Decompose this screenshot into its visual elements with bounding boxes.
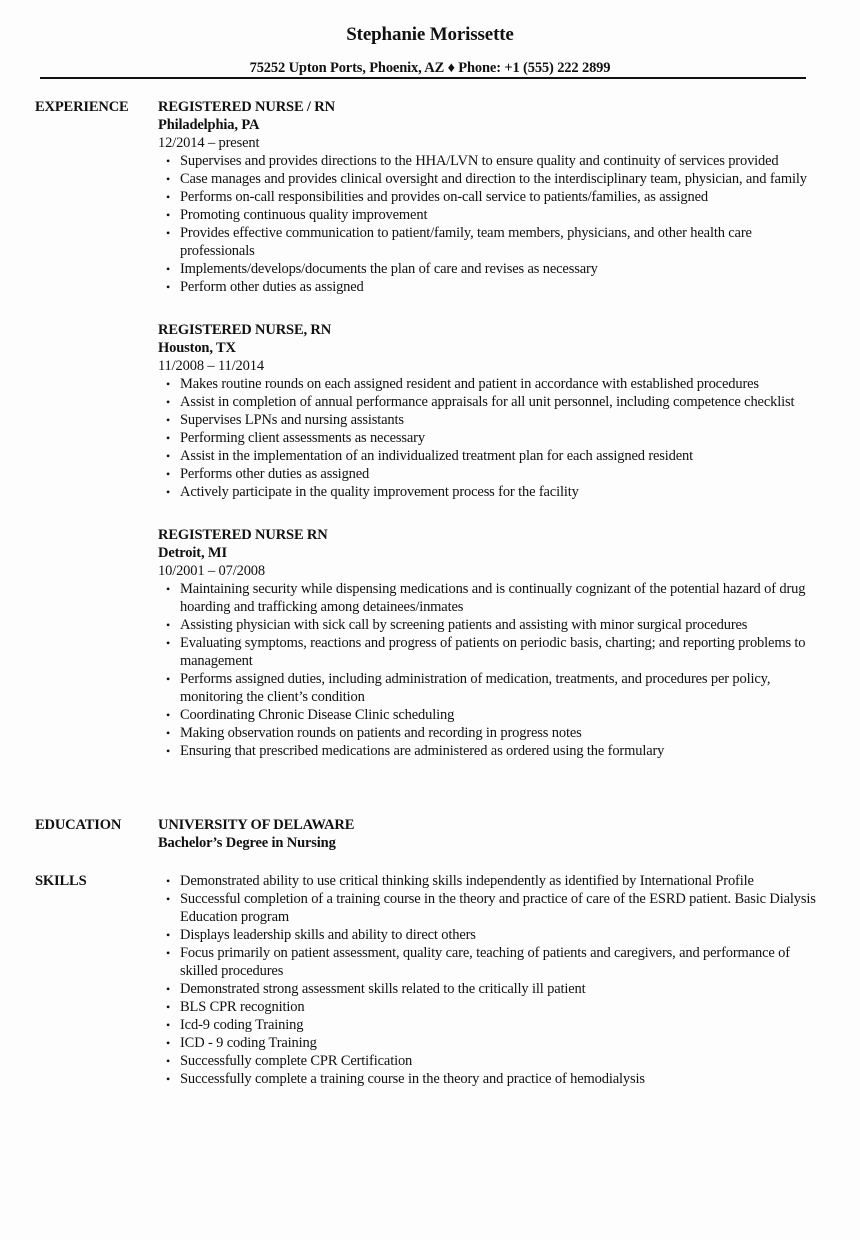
job-bullets (158, 375, 818, 501)
bullet-item: • Assisting physician with sick call by screening patients and assisting with minor surgical procedures (180, 616, 818, 634)
skills-list (158, 872, 818, 1088)
candidate-name: Stephanie Morissette (346, 24, 514, 45)
bullet-item: • Maintaining security while dispensing medications and is continually cognizant of the potential hazard of drug hoarding and trafficking among detainees/inmates (180, 580, 818, 616)
job-dates: 11/2008 – 11/2014 (158, 358, 264, 374)
bullet-item: • Performs on-call responsibilities and provides on-call service to patients/families, as assigned (180, 188, 818, 206)
job-bullets (158, 580, 818, 760)
section-label: SKILLS (35, 873, 87, 889)
skill-item: • ICD - 9 coding Training (180, 1034, 818, 1052)
skill-item: • BLS CPR recognition (180, 998, 818, 1016)
skill-item: • Icd-9 coding Training (180, 1016, 818, 1034)
skill-item: • Displays leadership skills and ability to direct others (180, 926, 818, 944)
school-name: UNIVERSITY OF DELAWARE (158, 817, 355, 833)
job-entry (158, 321, 818, 501)
job-entry (158, 98, 818, 296)
header-divider (40, 77, 806, 79)
bullet-item: • Makes routine rounds on each assigned resident and patient in accordance with established procedures (180, 375, 818, 393)
job-title: REGISTERED NURSE / RN (158, 99, 335, 115)
skill-item: • Successfully complete a training course in the theory and practice of hemodialysis (180, 1070, 818, 1088)
bullet-item: • Supervises and provides directions to the HHA/LVN to ensure quality and continuity of services provided (180, 152, 818, 170)
bullet-item: • Performs other duties as assigned (180, 465, 818, 483)
bullet-item: • Supervises LPNs and nursing assistants (180, 411, 818, 429)
skill-item: • Demonstrated ability to use critical thinking skills independently as identified by International Profile (180, 872, 818, 890)
skill-item: • Demonstrated strong assessment skills related to the critically ill patient (180, 980, 818, 998)
bullet-item: • Actively participate in the quality improvement process for the facility (180, 483, 818, 501)
bullet-item: • Evaluating symptoms, reactions and progress of patients on periodic basis, charting; and reporting problems to management (180, 634, 818, 670)
bullet-item: • Assist in the implementation of an individualized treatment plan for each assigned resident (180, 447, 818, 465)
bullet-item: • Implements/develops/documents the plan of care and revises as necessary (180, 260, 818, 278)
bullet-item: • Performing client assessments as necessary (180, 429, 818, 447)
skill-item: • Successful completion of a training course in the theory and practice of care of the ESRD patient. Basic Dialysis Education program (180, 890, 818, 926)
section-label: EDUCATION (35, 817, 122, 833)
job-entry (158, 526, 818, 760)
job-location: Detroit, MI (158, 545, 227, 561)
experience-list (158, 98, 818, 785)
job-bullets (158, 152, 818, 296)
bullet-item: • Provides effective communication to patient/family, team members, physicians, and other health care professionals (180, 224, 818, 260)
job-location: Houston, TX (158, 340, 236, 356)
bullet-item: • Perform other duties as assigned (180, 278, 818, 296)
job-title: REGISTERED NURSE, RN (158, 322, 332, 338)
skill-item: • Successfully complete CPR Certification (180, 1052, 818, 1070)
bullet-item: • Promoting continuous quality improvement (180, 206, 818, 224)
bullet-item: • Assist in completion of annual performance appraisals for all unit personnel, including competence checklist (180, 393, 818, 411)
bullet-item: • Performs assigned duties, including administration of medication, treatments, and procedures per policy, monitoring the client’s condition (180, 670, 818, 706)
skill-item: • Focus primarily on patient assessment, quality care, teaching of patients and caregivers, and performance of skilled procedures (180, 944, 818, 980)
bullet-item: • Coordinating Chronic Disease Clinic scheduling (180, 706, 818, 724)
bullet-item: • Case manages and provides clinical oversight and direction to the interdisciplinary team, physician, and family (180, 170, 818, 188)
job-dates: 12/2014 – present (158, 135, 260, 151)
bullet-item: • Making observation rounds on patients and recording in progress notes (180, 724, 818, 742)
bullet-item: • Ensuring that prescribed medications are administered as ordered using the formulary (180, 742, 818, 760)
contact-info: 75252 Upton Ports, Phoenix, AZ ♦ Phone: +1 (555) 222 2899 (249, 60, 611, 76)
section-label: EXPERIENCE (35, 99, 129, 115)
job-dates: 10/2001 – 07/2008 (158, 563, 266, 579)
job-location: Philadelphia, PA (158, 117, 260, 133)
job-title: REGISTERED NURSE RN (158, 527, 328, 543)
degree: Bachelor’s Degree in Nursing (158, 835, 336, 851)
